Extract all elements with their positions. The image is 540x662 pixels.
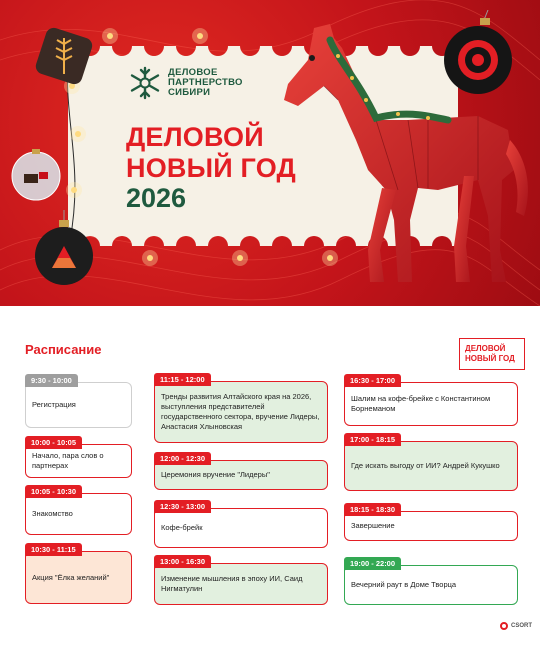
schedule-time: 10:05 - 10:30 bbox=[25, 485, 82, 498]
snowflake-icon bbox=[128, 66, 162, 100]
schedule-card bbox=[344, 382, 518, 426]
schedule-card bbox=[154, 563, 328, 605]
brand-dot-icon bbox=[500, 622, 508, 630]
brand-name-line: СИБИРИ bbox=[168, 87, 211, 98]
schedule-text: Шалим на кофе-брейке с Константином Борнеманом bbox=[351, 394, 491, 413]
schedule-time: 11:15 - 12:00 bbox=[154, 373, 211, 386]
schedule-card bbox=[25, 444, 132, 478]
glass-bauble-icon bbox=[8, 146, 64, 202]
event-badge bbox=[459, 338, 525, 370]
schedule-card bbox=[344, 441, 518, 491]
schedule-text: Кофе-брейк bbox=[161, 523, 203, 532]
schedule-text: Вечерний раут в Доме Творца bbox=[351, 580, 457, 589]
schedule-text: Регистрация bbox=[32, 400, 76, 409]
brand-name-line: ДЕЛОВОЕ bbox=[168, 67, 218, 78]
schedule-time: 9:30 - 10:00 bbox=[25, 374, 78, 387]
schedule-time: 19:00 - 22:00 bbox=[344, 557, 401, 570]
schedule-time: 10:00 - 10:05 bbox=[25, 436, 82, 449]
hero-banner bbox=[0, 0, 540, 306]
dark-bauble-icon bbox=[30, 210, 98, 290]
event-badge-line: ДЕЛОВОЙ bbox=[465, 344, 506, 353]
brand-name bbox=[168, 68, 243, 98]
schedule-text: Начало, пара слов о партнерах bbox=[32, 451, 104, 470]
schedule-text: Церемония вручение "Лидеры" bbox=[161, 470, 270, 479]
schedule-card bbox=[154, 381, 328, 443]
schedule-time: 18:15 - 18:30 bbox=[344, 503, 401, 516]
footer-logo bbox=[500, 622, 532, 630]
schedule-card bbox=[344, 565, 518, 605]
schedule-time: 17:00 - 18:15 bbox=[344, 433, 401, 446]
schedule-heading: Расписание bbox=[25, 342, 102, 357]
schedule-card bbox=[154, 508, 328, 548]
schedule-time: 10:30 - 11:15 bbox=[25, 543, 82, 556]
schedule-text: Тренды развития Алтайского края на 2026, выступления представителей государственного сектора, вручение Лидеры, Анастасия Хлыновская bbox=[161, 392, 320, 431]
schedule-card bbox=[25, 382, 132, 428]
brand-logo bbox=[128, 66, 243, 100]
schedule-text: Где искать выгоду от ИИ? Андрей Кукушко bbox=[351, 461, 500, 470]
schedule-text: Изменение мышления в эпоху ИИ, Саид Нигматулин bbox=[161, 574, 303, 593]
footer-brand: CSORT bbox=[511, 623, 532, 629]
wheat-ornament-icon bbox=[30, 22, 100, 92]
event-title-line: НОВЫЙ ГОД bbox=[126, 153, 296, 183]
schedule-time: 13:00 - 16:30 bbox=[154, 555, 211, 568]
event-title bbox=[126, 122, 296, 184]
brand-name-line: ПАРТНЕРСТВО bbox=[168, 77, 243, 88]
event-year: 2026 bbox=[126, 183, 187, 213]
event-title-line: ДЕЛОВОЙ bbox=[126, 122, 264, 152]
schedule-text: Знакомство bbox=[32, 509, 73, 518]
schedule-time: 16:30 - 17:00 bbox=[344, 374, 401, 387]
schedule-text: Завершение bbox=[351, 521, 395, 530]
schedule-card bbox=[25, 551, 132, 604]
schedule-text: Акция "Ёлка желаний" bbox=[32, 572, 110, 582]
event-badge-line: НОВЫЙ ГОД bbox=[465, 354, 515, 363]
schedule-card bbox=[25, 493, 132, 535]
schedule-time: 12:00 - 12:30 bbox=[154, 452, 211, 465]
schedule-time: 12:30 - 13:00 bbox=[154, 500, 211, 513]
red-horse-illustration bbox=[278, 20, 540, 290]
